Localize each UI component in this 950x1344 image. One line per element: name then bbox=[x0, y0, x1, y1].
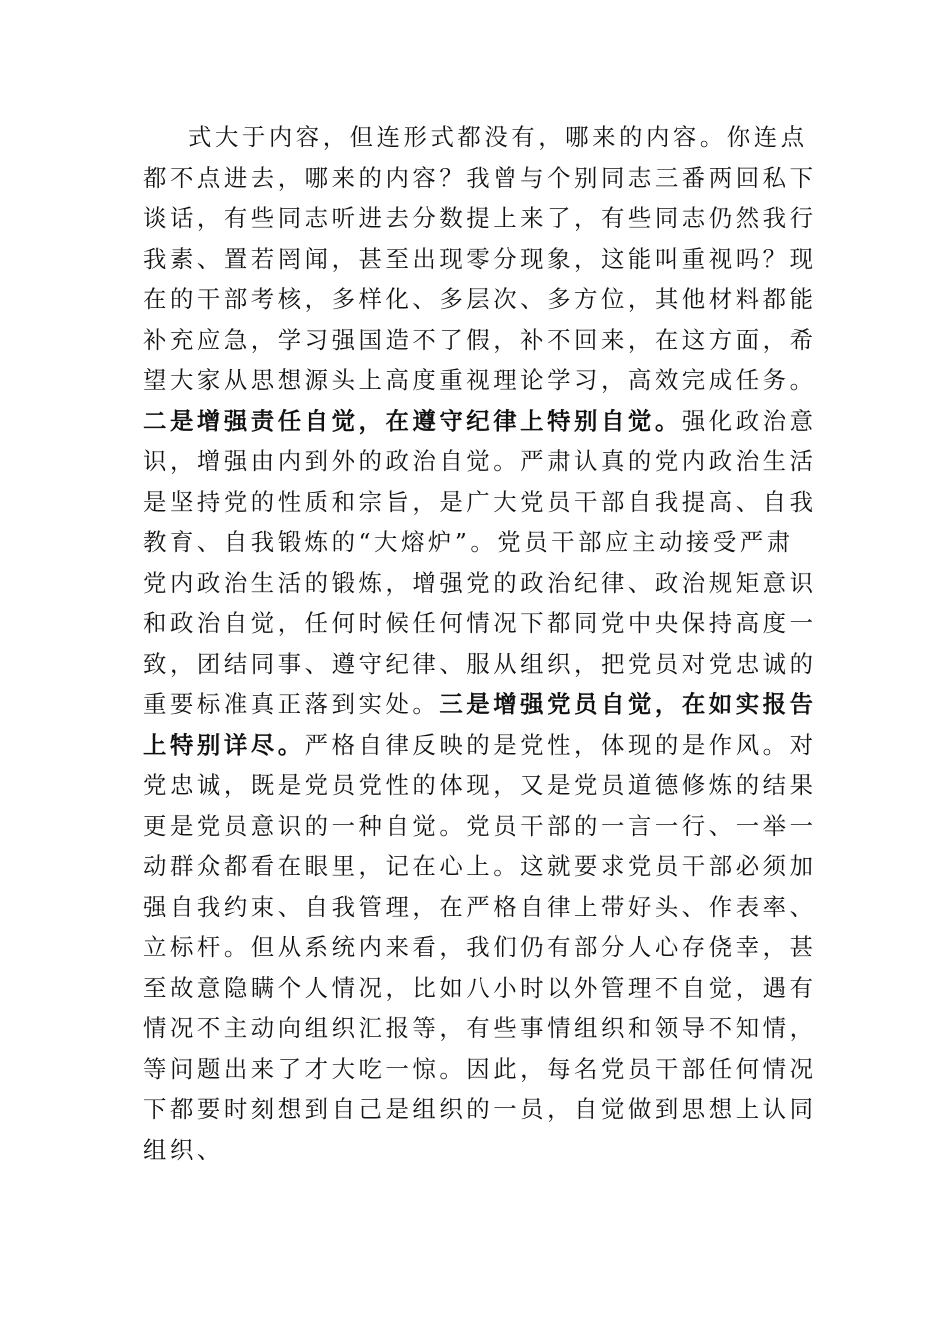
text-run: 识，增强由内到外的政治自觉。严肃认真的党内政治生活 bbox=[143, 447, 817, 475]
text-line bbox=[143, 198, 817, 239]
text-run: 强自我约束、自我管理，在严格自律上带好头、作表率、 bbox=[143, 892, 817, 921]
text-run: 组织、 bbox=[143, 1135, 224, 1164]
text-run: 谈话，有些同志听进去分数提上来了，有些同志仍然我行 bbox=[143, 204, 817, 232]
text-run: 情况不主动向组织汇报等，有些事情组织和领导不知情， bbox=[143, 1014, 817, 1042]
text-run: 和政治自觉，任何时候任何情况下都同党中央保持高度一 bbox=[143, 609, 817, 637]
text-run: 教育、自我锻炼的“大熔炉”。党员干部应主动接受严肃 bbox=[143, 528, 794, 556]
text-line bbox=[143, 887, 817, 928]
text-run: 致，团结同事、遵守纪律、服从组织，把党员对党忠诚的 bbox=[143, 649, 817, 678]
text-run: 至故意隐瞒个人情况，比如八小时以外管理不自觉，遇有 bbox=[143, 973, 817, 1002]
text-line bbox=[143, 441, 817, 482]
text-line bbox=[143, 522, 807, 563]
text-line bbox=[143, 927, 817, 968]
text-line bbox=[143, 482, 817, 523]
text-run: 在的干部考核，多样化、多层次、多方位，其他材料都能 bbox=[143, 285, 817, 313]
text-line bbox=[143, 1008, 817, 1049]
text-run: 立标杆。但从系统内来看，我们仍有部分人心存侥幸，甚 bbox=[143, 933, 817, 961]
text-line bbox=[143, 117, 807, 158]
text-run: 严格自律反映的是党性，体现的是作风。对 bbox=[304, 730, 817, 759]
text-line bbox=[143, 563, 817, 604]
text-line bbox=[143, 320, 817, 361]
text-run: 动群众都看在眼里，记在心上。这就要求党员干部必须加 bbox=[143, 852, 817, 880]
text-line bbox=[143, 279, 817, 320]
bold-heading-run: 上特别详尽。 bbox=[143, 730, 305, 759]
text-run: 式大于内容，但连形式都没有，哪来的内容。你连点 bbox=[188, 123, 808, 151]
text-run: 党忠诚，既是党员党性的体现，又是党员道德修炼的结果 bbox=[143, 771, 817, 799]
text-run: 等问题出来了才大吃一惊。因此，每名党员干部任何情况 bbox=[143, 1054, 817, 1083]
text-run: 我素、置若罔闻，甚至出现零分现象，这能叫重视吗？现 bbox=[143, 244, 817, 273]
text-line bbox=[143, 765, 817, 806]
text-line bbox=[143, 1130, 807, 1171]
text-run: 强化政治意 bbox=[681, 406, 817, 435]
text-line bbox=[143, 644, 817, 685]
text-line bbox=[143, 158, 817, 199]
text-run: 补充应急，学习强国造不了假，补不回来，在这方面，希 bbox=[143, 325, 817, 354]
bold-heading-run: 三是增强党员自觉，在如实报告 bbox=[439, 690, 817, 718]
text-line bbox=[143, 401, 817, 442]
text-line bbox=[143, 603, 817, 644]
text-run: 更是党员意识的一种自觉。党员干部的一言一行、一举一 bbox=[143, 811, 817, 840]
text-run: 是坚持党的性质和宗旨，是广大党员干部自我提高、自我 bbox=[143, 487, 817, 516]
text-run: 党内政治生活的锻炼，增强党的政治纪律、政治规矩意识 bbox=[143, 568, 817, 597]
text-line bbox=[143, 806, 817, 847]
text-line bbox=[143, 1049, 817, 1090]
text-line bbox=[143, 968, 817, 1009]
text-line bbox=[143, 725, 817, 766]
text-run: 都不点进去，哪来的内容？我曾与个别同志三番两回私下 bbox=[143, 163, 817, 192]
text-run: 下都要时刻想到自己是组织的一员，自觉做到思想上认同 bbox=[143, 1095, 817, 1123]
bold-heading-run: 二是增强责任自觉，在遵守纪律上特别自觉。 bbox=[143, 406, 682, 435]
text-line bbox=[143, 684, 817, 725]
text-line bbox=[143, 239, 817, 280]
text-run: 望大家从思想源头上高度重视理论学习，高效完成任务。 bbox=[143, 366, 817, 394]
text-line bbox=[143, 1089, 817, 1130]
text-line bbox=[143, 360, 817, 401]
body-text bbox=[143, 117, 817, 1170]
text-run: 重要标准真正落到实处。 bbox=[143, 690, 440, 718]
text-line bbox=[143, 846, 817, 887]
